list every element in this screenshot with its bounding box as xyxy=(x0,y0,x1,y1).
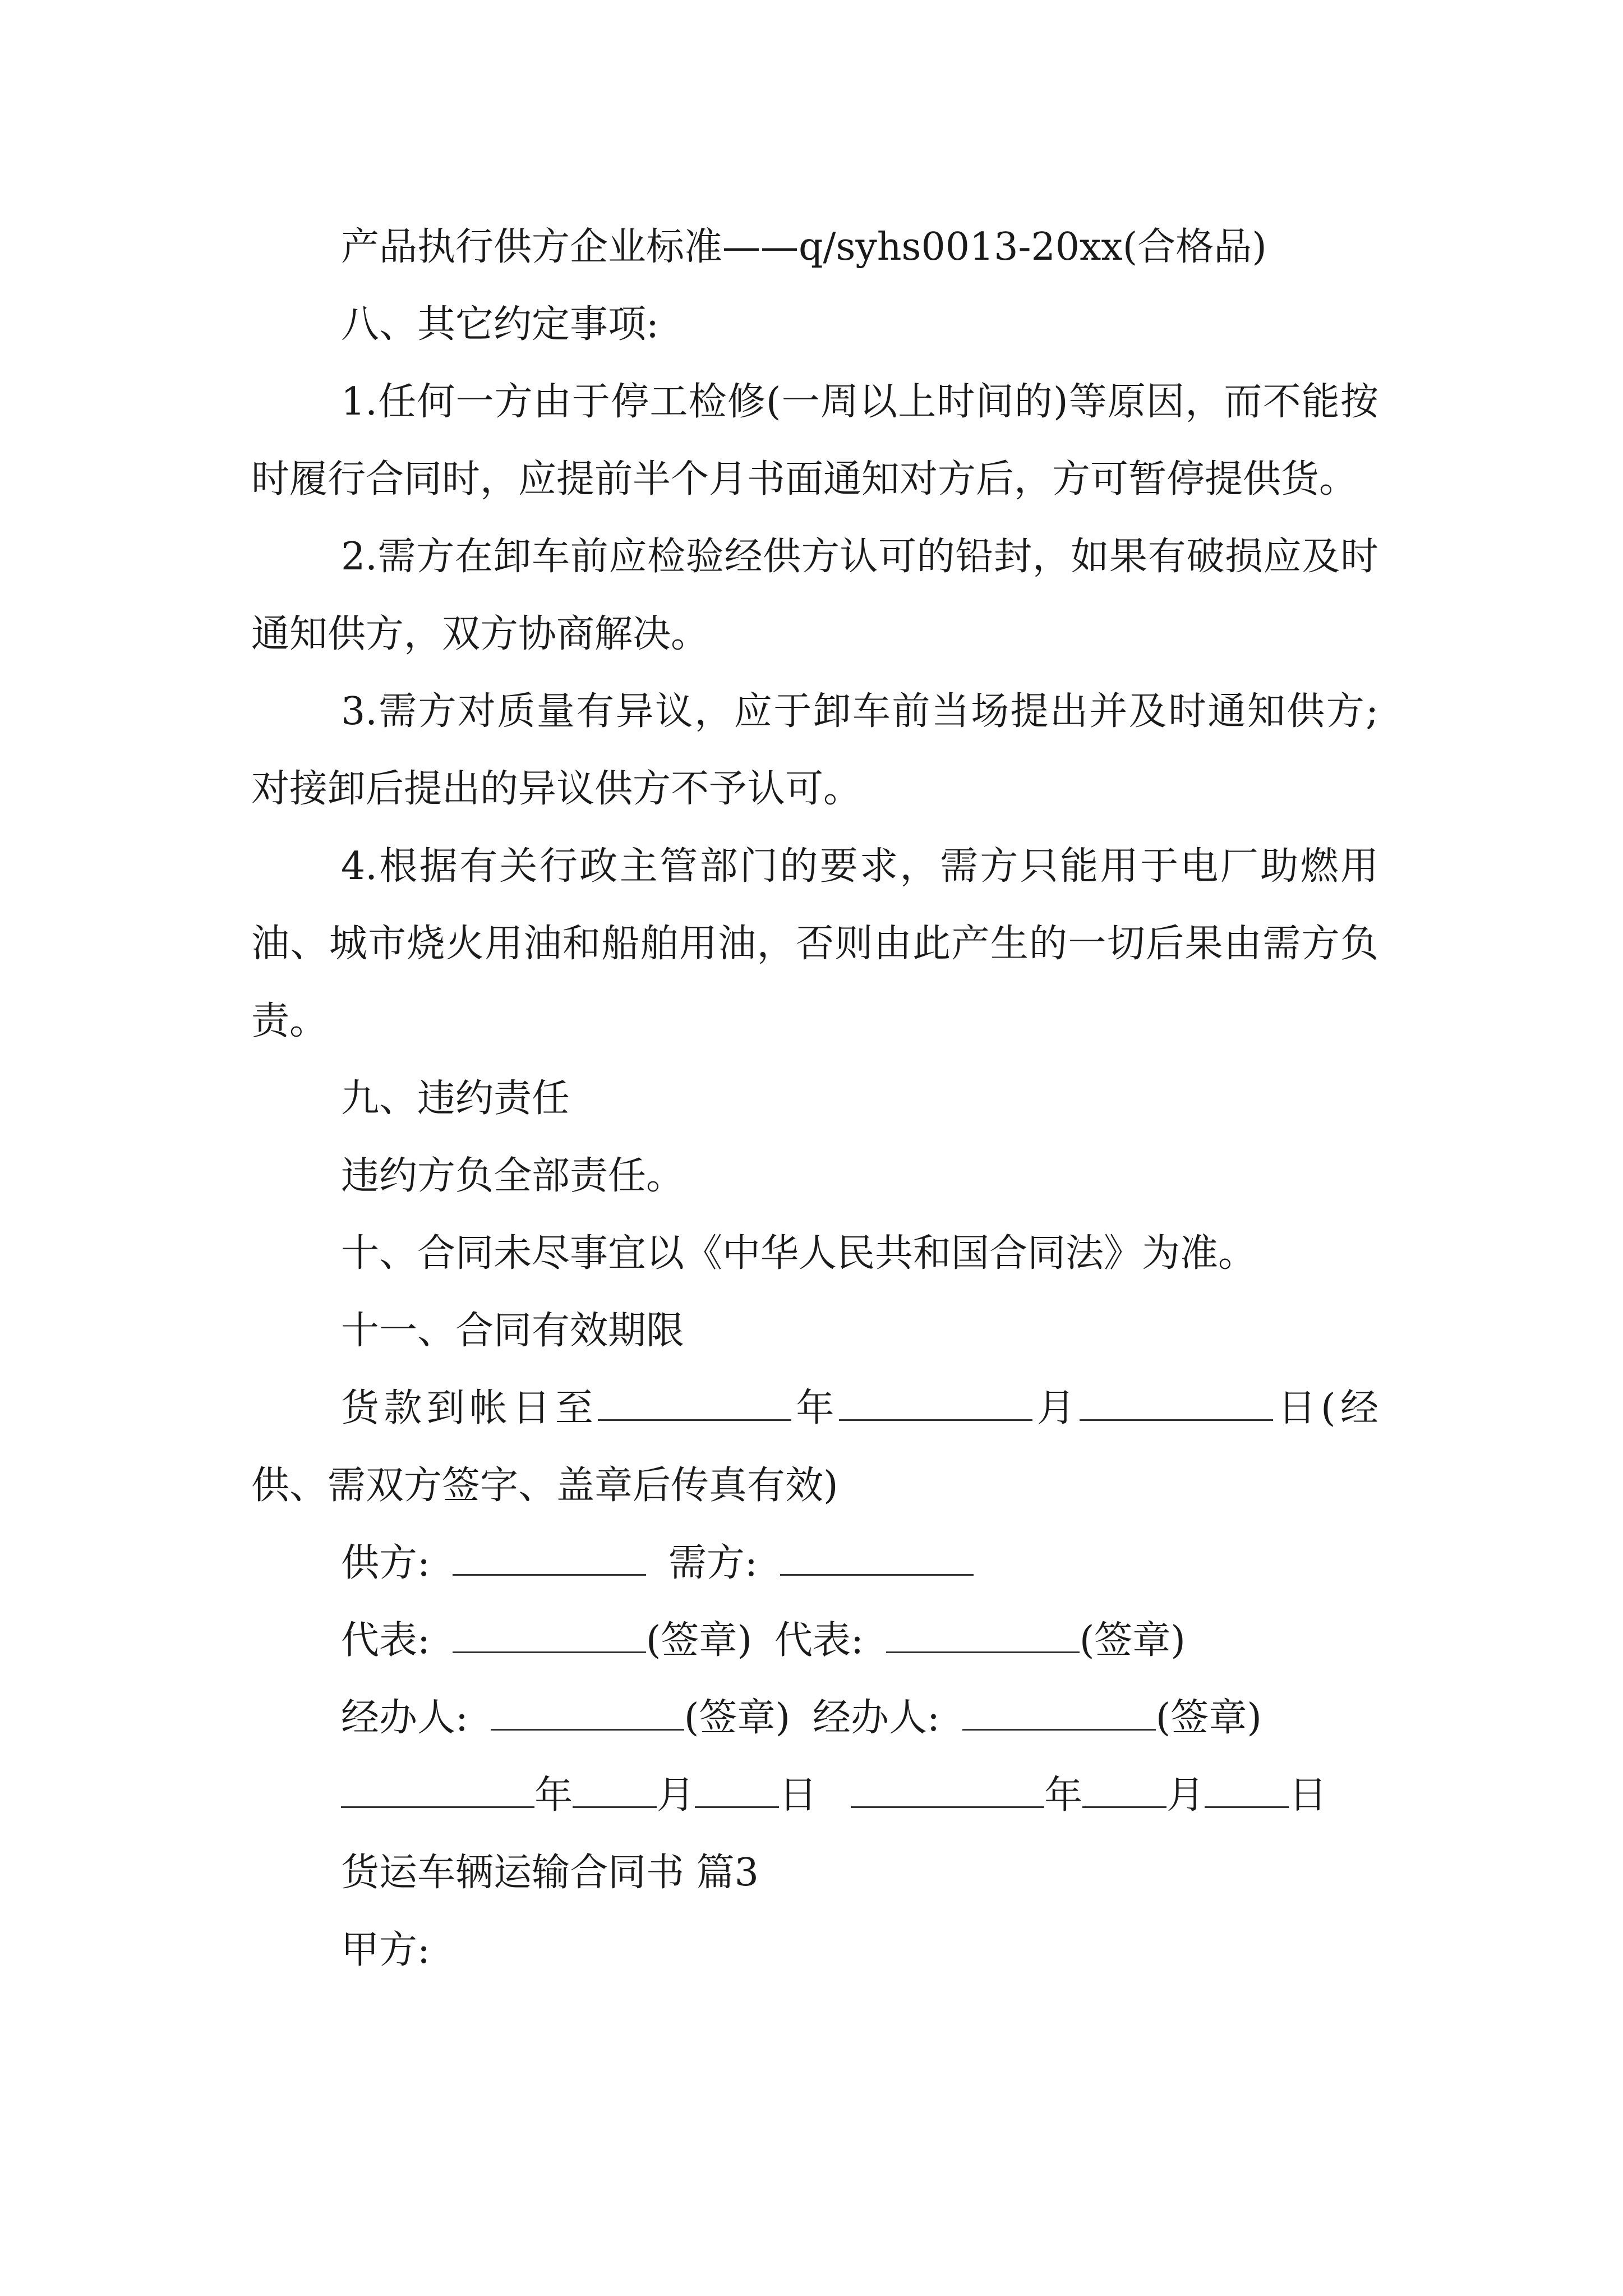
validity-prefix: 货款到帐日至 xyxy=(341,1386,598,1430)
supplier-rep-blank xyxy=(453,1619,646,1653)
buyer-rep-blank xyxy=(886,1619,1080,1653)
buyer-handler-seal: (签章) xyxy=(1155,1696,1262,1740)
clause-8-2: 2.需方在卸车前应检验经供方认可的铅封，如果有破损应及时通知供方，双方协商解决。 xyxy=(251,535,1378,656)
clause-8-3: 3.需方对质量有异议，应于卸车前当场提出并及时通知供方;对接卸后提出的异议供方不予认可。 xyxy=(251,689,1378,811)
next-contract-title: 货运车辆运输合同书 篇3 xyxy=(341,1851,759,1895)
supplier-date-month: 月 xyxy=(657,1773,695,1818)
validity-blank-year xyxy=(598,1387,791,1421)
supplier-label: 供方: xyxy=(341,1541,430,1585)
handler-line xyxy=(251,1680,1378,1757)
supplier-date-day-blank xyxy=(695,1774,779,1808)
supplier-date-day: 日 xyxy=(779,1773,818,1818)
validity-suffix: 日(经供、需双方签字、盖章后传真有效) xyxy=(251,1386,1378,1508)
supplier-blank xyxy=(453,1542,646,1576)
buyer-date-day: 日 xyxy=(1289,1773,1327,1818)
supplier-date-month-blank xyxy=(573,1774,657,1808)
section-9-heading: 九、违约责任 xyxy=(341,1076,570,1121)
buyer-label: 需方: xyxy=(668,1541,758,1585)
buyer-rep-label: 代表: xyxy=(774,1618,864,1663)
contract-text xyxy=(251,209,1378,1989)
validity-year: 年 xyxy=(791,1386,839,1430)
section-10-text: 十、合同未尽事宜以《中华人民共和国合同法》为准。 xyxy=(341,1231,1257,1276)
product-standard-line: 产品执行供方企业标准——q/syhs0013-20xx(合格品) xyxy=(341,225,1267,269)
supplier-handler-blank xyxy=(491,1696,684,1731)
representative-line xyxy=(251,1602,1378,1680)
section-9-text: 违约方负全部责任。 xyxy=(341,1154,685,1198)
buyer-date-year-blank xyxy=(851,1774,1044,1808)
buyer-date-year: 年 xyxy=(1044,1773,1083,1818)
clause-8-4: 4.根据有关行政主管部门的要求，需方只能用于电厂助燃用油、城市烧火用油和船舶用油，否则由此产生的一切后果由需方负责。 xyxy=(251,844,1378,1043)
validity-blank-month xyxy=(839,1387,1032,1421)
supplier-handler-seal: (签章) xyxy=(684,1696,790,1740)
date-line xyxy=(251,1757,1378,1834)
supplier-date-year-blank xyxy=(341,1774,534,1808)
buyer-date-month-blank xyxy=(1082,1774,1166,1808)
supplier-rep-seal: (签章) xyxy=(645,1618,752,1663)
buyer-handler-blank xyxy=(962,1696,1156,1731)
validity-month: 月 xyxy=(1032,1386,1080,1430)
supplier-handler-label: 经办人: xyxy=(341,1696,468,1740)
supplier-rep-label: 代表: xyxy=(341,1618,430,1663)
section-11-heading: 十一、合同有效期限 xyxy=(341,1309,685,1353)
buyer-rep-seal: (签章) xyxy=(1079,1618,1186,1663)
section-8-heading: 八、其它约定事项: xyxy=(341,302,659,347)
supplier-date-year: 年 xyxy=(534,1773,573,1818)
validity-blank-day xyxy=(1080,1387,1273,1421)
validity-period-line xyxy=(251,1370,1378,1525)
party-a-label: 甲方: xyxy=(341,1928,430,1972)
clause-8-1: 1.任何一方由于停工检修(一周以上时间的)等原因，而不能按时履行合同时，应提前半个月书面通知对方后，方可暂停提供货。 xyxy=(251,380,1378,501)
parties-line xyxy=(251,1525,1378,1602)
buyer-date-day-blank xyxy=(1205,1774,1289,1808)
buyer-date-month: 月 xyxy=(1166,1773,1205,1818)
buyer-blank xyxy=(780,1542,974,1576)
buyer-handler-label: 经办人: xyxy=(812,1696,940,1740)
